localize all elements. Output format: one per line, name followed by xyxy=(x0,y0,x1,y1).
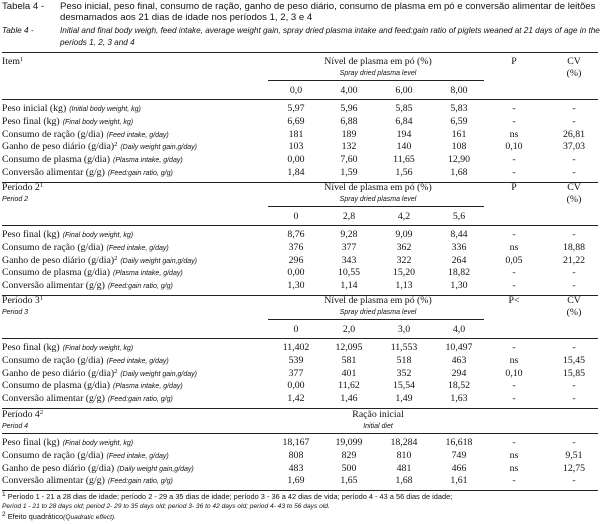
cell-value: 18,167 xyxy=(282,437,310,448)
cell-value: 0,00 xyxy=(287,380,305,392)
group-header-en: Spray dried plasma level xyxy=(339,70,417,77)
cell-value: 11,62 xyxy=(338,380,360,392)
section-title xyxy=(2,56,23,67)
row-label-pt: Consumo de ração (g/dia) xyxy=(2,449,104,461)
row-label-marker: 2 xyxy=(114,141,118,149)
cell-value: 0,00 xyxy=(287,154,305,166)
cell-value: 1,30 xyxy=(287,280,305,292)
footnote-2-pt: Efeito quadrático xyxy=(7,512,64,521)
cv-unit: (%) xyxy=(566,307,582,318)
cell-p: - xyxy=(512,167,516,178)
cell-value: 11,402 xyxy=(282,342,310,353)
cell-cv: - xyxy=(572,342,576,353)
cell-value: 518 xyxy=(396,354,412,366)
cell-p: 0,10 xyxy=(505,141,523,153)
table-rule xyxy=(2,52,598,53)
row-label-pt: Conversão alimentar (g/g) xyxy=(2,475,105,487)
section-title xyxy=(2,295,43,306)
cell-value: 10,55 xyxy=(337,267,361,279)
footnote-1-en xyxy=(2,502,330,511)
cell-value: 161 xyxy=(451,128,467,140)
level-header: 4,00 xyxy=(340,85,358,96)
cell-value: 401 xyxy=(341,367,357,379)
row-label-marker: 2 xyxy=(114,254,118,262)
cv-header: CV xyxy=(567,56,581,67)
p-header: P xyxy=(511,56,517,67)
table-title-en: Initial and final body weigh, feed intake, average weight gain, spray dried plasma intake and feed:gain ratio of piglets weaned at 21 days of age in the periods 1, 2, 3 and 4 xyxy=(60,26,600,47)
row-label-en: (Feed:gain ratio, g/g) xyxy=(107,396,173,404)
cell-value: 1,13 xyxy=(395,280,413,292)
row-label-en: (Plasma intake, g/day) xyxy=(113,157,183,165)
row-label-pt: Consumo de ração (g/dia) xyxy=(2,128,104,140)
cell-value: 581 xyxy=(341,354,357,366)
cell-cv: - xyxy=(572,393,576,405)
cell-value: 181 xyxy=(288,128,304,140)
cell-value: 1,61 xyxy=(450,475,468,487)
row-label-en: (Feed intake, g/day) xyxy=(106,131,169,139)
cell-value: 132 xyxy=(341,141,357,153)
cell-value: 376 xyxy=(288,241,304,253)
table-rule xyxy=(2,338,598,339)
section-subtitle: Period 3 xyxy=(2,309,29,316)
table-rule xyxy=(2,99,598,100)
footnote-1-pt: Período 1 - 21 a 28 dias de idade; período 2 - 29 a 35 dias de idade; período 3 - 36 a 42 dias de vida; período 4 - 43 a 56 dias de idade; xyxy=(7,492,453,501)
group-header-en: Spray dried plasma level xyxy=(339,196,417,203)
row-label-pt: Peso final (kg) xyxy=(2,342,60,353)
footnote-1-en-text: Period 1 - 21 to 28 days old; period 2- 29 to 35 days old; period 3- 36 to 42 days old; period 4- 43 to 56 days old. xyxy=(2,503,330,510)
row-label xyxy=(2,355,169,367)
cell-cv: - xyxy=(572,103,576,114)
cell-value: 466 xyxy=(451,462,467,474)
level-header: 4,0 xyxy=(452,324,466,335)
cell-cv: 37,03 xyxy=(562,141,586,153)
cell-value: 1,59 xyxy=(340,167,358,178)
cell-cv: - xyxy=(572,437,576,448)
row-label-pt: Ganho de peso diário (g/dia) xyxy=(2,367,115,379)
group-header-en: Initial diet xyxy=(363,423,393,430)
cell-value: 463 xyxy=(451,354,467,366)
cell-value: 749 xyxy=(451,449,467,461)
section-title xyxy=(2,409,43,420)
cell-cv: 21,22 xyxy=(562,254,586,266)
level-header: 2,0 xyxy=(342,324,356,335)
row-label xyxy=(2,103,141,115)
section-title xyxy=(2,182,43,193)
cell-value: 9,09 xyxy=(395,229,413,240)
group-header-pt: Nível de plasma em pó (%) xyxy=(324,56,432,67)
cv-unit: (%) xyxy=(566,68,582,79)
cell-cv: - xyxy=(572,267,576,279)
row-label-en: (Initial body weight, kg) xyxy=(69,106,141,113)
cell-value: 9,28 xyxy=(340,229,358,240)
row-label-pt: Ganho de peso diário (g/dia) xyxy=(2,254,115,266)
cell-value: 1,56 xyxy=(395,167,413,178)
level-header: 0,0 xyxy=(289,85,303,96)
cell-value: 7,60 xyxy=(340,154,358,166)
cell-value: 11,553 xyxy=(390,342,418,353)
cell-value: 1,68 xyxy=(395,475,413,487)
cell-cv: 15,85 xyxy=(562,367,586,379)
cell-value: 810 xyxy=(396,449,412,461)
cv-unit: (%) xyxy=(566,194,582,205)
table-rule xyxy=(2,225,598,226)
group-header-pt: Ração inicial xyxy=(352,409,404,420)
row-label-en: (Final body weight, kg) xyxy=(62,232,134,239)
cell-cv: 12,75 xyxy=(562,462,586,474)
row-label xyxy=(2,154,183,166)
row-label-en: (Feed:gain ratio, g/g) xyxy=(107,170,173,177)
cell-value: 343 xyxy=(341,254,357,266)
cell-cv: - xyxy=(572,115,576,127)
row-label xyxy=(2,475,173,487)
level-header: 5,6 xyxy=(452,211,466,222)
section-subtitle: Period 2 xyxy=(2,196,29,203)
row-label xyxy=(2,280,173,292)
cell-cv: 9,51 xyxy=(565,449,583,461)
row-label-en: (Final body weight, kg) xyxy=(62,345,134,352)
cell-p: ns xyxy=(509,128,519,140)
level-header: 3,0 xyxy=(397,324,411,335)
cell-cv: 18,88 xyxy=(562,241,586,253)
cell-value: 6,88 xyxy=(340,115,358,127)
cell-p: ns xyxy=(509,449,519,461)
level-header: 0 xyxy=(293,211,299,222)
cell-p: - xyxy=(512,267,516,279)
cell-value: 1,14 xyxy=(340,280,358,292)
cell-p: - xyxy=(512,115,516,127)
row-label-pt: Peso final (kg) xyxy=(2,115,60,127)
row-label xyxy=(2,437,133,449)
row-label xyxy=(2,129,169,141)
cell-p: - xyxy=(512,229,516,240)
row-label-pt: Consumo de plasma (g/dia) xyxy=(2,380,111,392)
cv-header: CV xyxy=(567,295,581,306)
section-title-marker: 2 xyxy=(39,409,44,416)
row-label xyxy=(2,242,169,254)
cell-value: 1,30 xyxy=(450,280,468,292)
cell-value: 483 xyxy=(288,462,304,474)
row-label xyxy=(2,368,197,380)
row-label xyxy=(2,393,173,405)
cell-value: 16,618 xyxy=(445,437,473,448)
cell-p: - xyxy=(512,103,516,114)
cell-cv: 15,45 xyxy=(562,354,586,366)
cell-value: 1,69 xyxy=(287,475,305,487)
group-header-pt: Nível de plasma em pó (%) xyxy=(324,295,432,306)
section-subtitle: Period 4 xyxy=(2,423,29,430)
cell-value: 8,76 xyxy=(287,229,305,240)
cell-p: - xyxy=(512,393,516,405)
cell-value: 808 xyxy=(288,449,304,461)
cell-value: 352 xyxy=(396,367,412,379)
section-title-marker: 1 xyxy=(39,295,44,302)
row-label-en: (Feed intake, g/day) xyxy=(106,452,169,460)
group-rule xyxy=(268,80,484,81)
row-label-en: (Daily weight gain,g/day) xyxy=(120,370,197,378)
row-label-pt: Conversão alimentar (g/g) xyxy=(2,393,105,405)
row-label xyxy=(2,450,169,462)
footnote-2-marker: 2 xyxy=(2,511,6,518)
cell-value: 1,65 xyxy=(340,475,358,487)
row-label xyxy=(2,141,197,153)
cell-cv: - xyxy=(572,167,576,178)
section-title-marker: 1 xyxy=(39,182,44,189)
group-rule xyxy=(268,319,484,320)
cell-value: 1,49 xyxy=(395,393,413,405)
cell-value: 8,44 xyxy=(450,229,468,240)
cell-p: - xyxy=(512,475,516,487)
row-label-en: (Final body weight, kg) xyxy=(62,118,134,126)
cell-value: 15,54 xyxy=(392,380,416,392)
row-label-en: (Feed:gain ratio, g/g) xyxy=(107,478,173,486)
cell-value: 5,97 xyxy=(287,103,305,114)
cell-value: 362 xyxy=(396,241,412,253)
cell-p: - xyxy=(512,380,516,392)
row-label-pt: Consumo de ração (g/dia) xyxy=(2,354,104,366)
cell-value: 18,284 xyxy=(390,437,418,448)
cell-value: 336 xyxy=(451,241,467,253)
cell-value: 103 xyxy=(288,141,304,153)
cell-value: 829 xyxy=(341,449,357,461)
cell-value: 18,82 xyxy=(447,267,471,279)
level-header: 8,00 xyxy=(450,85,468,96)
row-label-en: (Daily weight gain,g/day) xyxy=(120,257,197,265)
cell-p: 0,05 xyxy=(505,254,523,266)
row-label-pt: Conversão alimentar (g/g) xyxy=(2,280,105,292)
cell-value: 15,20 xyxy=(392,267,416,279)
cell-p: ns xyxy=(509,462,519,474)
row-label xyxy=(2,116,133,128)
cv-header: CV xyxy=(567,182,581,193)
cell-p: - xyxy=(512,154,516,166)
cell-p: ns xyxy=(509,241,519,253)
level-header: 0 xyxy=(293,324,299,335)
row-label-pt: Consumo de ração (g/dia) xyxy=(2,241,104,253)
row-label-en: (Daily weight gain,g/day) xyxy=(120,144,197,152)
row-label-pt: Consumo de plasma (g/dia) xyxy=(2,267,111,279)
cell-value: 12,90 xyxy=(447,154,471,166)
cell-value: 481 xyxy=(396,462,412,474)
cell-p: - xyxy=(512,342,516,353)
level-header: 4,2 xyxy=(397,211,411,222)
cell-value: 5,96 xyxy=(340,103,358,114)
cell-value: 294 xyxy=(451,367,467,379)
cell-value: 296 xyxy=(288,254,304,266)
cell-value: 1,46 xyxy=(340,393,358,405)
cell-value: 6,59 xyxy=(450,115,468,127)
section-title-marker: 1 xyxy=(19,56,24,63)
table-title-pt: Peso inicial, peso final, consumo de ração, ganho de peso diário, consumo de plasma em pó e conversão alimentar de leitões desmamados aos 21 dias de idade nos períodos 1, 2, 3 e 4 xyxy=(60,1,596,23)
table-rule xyxy=(2,433,598,434)
cell-value: 108 xyxy=(451,141,467,153)
cell-cv: - xyxy=(572,280,576,292)
row-label-pt: Peso inicial (kg) xyxy=(2,103,67,114)
footnote-2-en: (Quadratic effect). xyxy=(63,514,116,521)
section-title-text: Período 4 xyxy=(2,409,40,420)
row-label-pt: Ganho de peso diário (g/dia) xyxy=(2,141,115,153)
row-label-pt: Ganho de peso diário (g/dia) xyxy=(2,462,115,474)
row-label-en: (Feed intake, g/day) xyxy=(106,244,169,252)
cell-value: 1,84 xyxy=(287,167,305,178)
row-label-en: (Plasma intake, g/day) xyxy=(113,383,183,391)
row-label-pt: Conversão alimentar (g/g) xyxy=(2,167,105,178)
cell-value: 18,52 xyxy=(447,380,471,392)
cell-value: 500 xyxy=(341,462,357,474)
cell-value: 0,00 xyxy=(287,267,305,279)
cell-value: 1,63 xyxy=(450,393,468,405)
group-header-en: Spray dried plasma level xyxy=(339,309,417,316)
cell-cv: - xyxy=(572,154,576,166)
level-header: 6,00 xyxy=(395,85,413,96)
cell-value: 1,68 xyxy=(450,167,468,178)
footnote-1 xyxy=(2,492,452,501)
footnote-2 xyxy=(2,512,116,522)
row-label-marker: 2 xyxy=(114,367,118,375)
cell-p: 0,10 xyxy=(505,367,523,379)
cell-value: 189 xyxy=(341,128,357,140)
row-label xyxy=(2,380,183,392)
row-label-pt: Peso final (kg) xyxy=(2,437,60,448)
row-label-en: (Plasma intake, g/day) xyxy=(113,270,183,278)
row-label xyxy=(2,229,133,241)
cell-cv: - xyxy=(572,380,576,392)
level-header: 2,8 xyxy=(342,211,356,222)
row-label-en: (Final body weight, kg) xyxy=(62,440,134,447)
row-label-pt: Consumo de plasma (g/dia) xyxy=(2,154,111,166)
cell-cv: - xyxy=(572,229,576,240)
cell-value: 6,84 xyxy=(395,115,413,127)
table-label: Tabela 4 - xyxy=(2,1,45,12)
cell-value: 264 xyxy=(451,254,467,266)
cell-cv: - xyxy=(572,475,576,487)
section-title-text: Item xyxy=(2,56,20,67)
row-label-en: (Feed intake, g/day) xyxy=(106,357,169,365)
p-header: P xyxy=(511,182,517,193)
cell-value: 194 xyxy=(396,128,412,140)
row-label xyxy=(2,255,197,267)
cell-p: - xyxy=(512,437,516,448)
cell-cv: 26,81 xyxy=(562,128,586,140)
cell-value: 140 xyxy=(396,141,412,153)
cell-value: 5,83 xyxy=(450,103,468,114)
cell-value: 11,65 xyxy=(393,154,415,166)
cell-p: - xyxy=(512,280,516,292)
cell-value: 19,099 xyxy=(335,437,363,448)
cell-value: 12,095 xyxy=(335,342,363,353)
group-rule xyxy=(268,206,484,207)
cell-value: 6,69 xyxy=(287,115,305,127)
row-label xyxy=(2,167,173,179)
cell-value: 10,497 xyxy=(445,342,473,353)
cell-value: 5,85 xyxy=(395,103,413,114)
cell-p: ns xyxy=(509,354,519,366)
row-label-en: (Feed:gain ratio, g/g) xyxy=(107,283,173,291)
row-label-en: (Daily weight gain,g/day) xyxy=(117,465,194,473)
row-label-pt: Peso final (kg) xyxy=(2,229,60,240)
table-label-en: Table 4 - xyxy=(2,26,34,35)
footnote-1-marker: 1 xyxy=(2,491,6,498)
cell-value: 1,42 xyxy=(287,393,305,405)
cell-value: 377 xyxy=(341,241,357,253)
cell-value: 377 xyxy=(288,367,304,379)
row-label xyxy=(2,342,133,354)
group-header-pt: Nível de plasma em pó (%) xyxy=(324,182,432,193)
cell-value: 539 xyxy=(288,354,304,366)
section-title-text: Período 2 xyxy=(2,182,40,193)
cell-value: 322 xyxy=(396,254,412,266)
row-label xyxy=(2,267,183,279)
row-label xyxy=(2,463,194,475)
p-header: P< xyxy=(508,295,520,306)
section-title-text: Período 3 xyxy=(2,295,40,306)
